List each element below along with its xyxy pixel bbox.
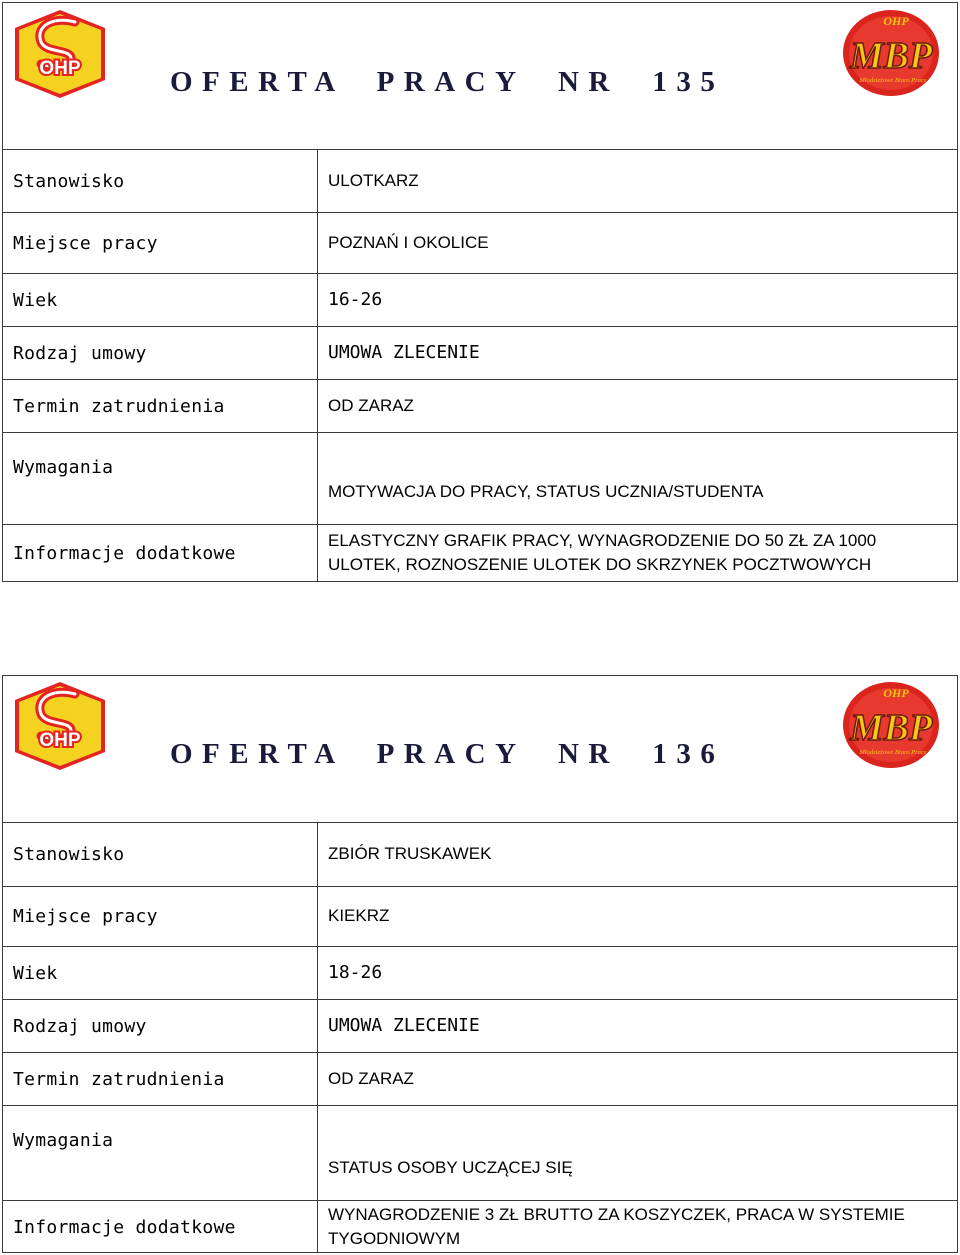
field-label: Termin zatrudnienia bbox=[3, 1053, 318, 1105]
field-row-requirements bbox=[3, 1106, 957, 1201]
field-value: 18-26 bbox=[328, 962, 383, 984]
field-row-position bbox=[3, 823, 957, 887]
field-row-additional-info bbox=[3, 1201, 957, 1253]
offer-title: OFERTA PRACY NR 136 bbox=[170, 738, 725, 770]
field-value: 16-26 bbox=[328, 289, 383, 311]
field-value: OD ZARAZ bbox=[328, 395, 414, 415]
svg-text:Młodzieżowe Biuro Pracy: Młodzieżowe Biuro Pracy bbox=[859, 749, 927, 756]
ohp-logo-icon bbox=[13, 680, 107, 772]
field-label: Stanowisko bbox=[3, 150, 318, 212]
field-label: Rodzaj umowy bbox=[3, 1000, 318, 1052]
field-label: Informacje dodatkowe bbox=[3, 1201, 318, 1253]
field-value: ELASTYCZNY GRAFIK PRACY, WYNAGRODZENIE DO 50 ZŁ ZA 1000 ULOTEK, ROZNOSZENIE ULOTEK DO SKRZYNEK POCZTWOWYCH bbox=[328, 530, 877, 574]
field-row-location bbox=[3, 887, 957, 947]
svg-text:OHP: OHP bbox=[883, 14, 909, 28]
field-label: Termin zatrudnienia bbox=[3, 380, 318, 432]
field-value: MOTYWACJA DO PRACY, STATUS UCZNIA/STUDENTA bbox=[328, 481, 764, 501]
field-label: Wiek bbox=[3, 947, 318, 999]
field-value: ULOTKARZ bbox=[328, 170, 419, 190]
field-label: Miejsce pracy bbox=[3, 213, 318, 273]
mbp-logo-icon bbox=[841, 8, 941, 98]
field-label: Stanowisko bbox=[3, 823, 318, 886]
field-row-requirements bbox=[3, 433, 957, 525]
field-label: Miejsce pracy bbox=[3, 887, 318, 946]
field-value: UMOWA ZLECENIE bbox=[328, 1015, 480, 1037]
field-value: KIEKRZ bbox=[328, 906, 390, 926]
field-row-start bbox=[3, 1053, 957, 1106]
field-label: Wymagania bbox=[3, 1106, 318, 1200]
field-value: POZNAŃ I OKOLICE bbox=[328, 232, 489, 252]
svg-text:OHP: OHP bbox=[883, 686, 909, 700]
field-row-contract bbox=[3, 327, 957, 380]
offer-header bbox=[3, 3, 957, 150]
field-label: Wiek bbox=[3, 274, 318, 326]
field-label: Informacje dodatkowe bbox=[3, 525, 318, 581]
svg-text:OHP: OHP bbox=[39, 58, 81, 79]
job-offer-136 bbox=[2, 675, 958, 1253]
field-row-location bbox=[3, 213, 957, 274]
offer-header bbox=[3, 676, 957, 823]
field-row-age bbox=[3, 947, 957, 1000]
job-offer-135 bbox=[2, 2, 958, 582]
field-value: STATUS OSOBY UCZĄCEJ SIĘ bbox=[328, 1157, 573, 1177]
field-value: UMOWA ZLECENIE bbox=[328, 342, 480, 364]
svg-text:MBP: MBP bbox=[849, 35, 933, 77]
svg-text:Młodzieżowe Biuro Pracy: Młodzieżowe Biuro Pracy bbox=[859, 77, 927, 84]
field-row-start bbox=[3, 380, 957, 433]
svg-text:MBP: MBP bbox=[849, 707, 933, 749]
offer-title: OFERTA PRACY NR 135 bbox=[170, 66, 725, 98]
field-value: ZBIÓR TRUSKAWEK bbox=[328, 844, 492, 864]
field-row-contract bbox=[3, 1000, 957, 1053]
field-row-additional-info bbox=[3, 525, 957, 581]
field-row-position bbox=[3, 150, 957, 213]
ohp-logo-icon bbox=[13, 8, 107, 100]
mbp-logo-icon bbox=[841, 680, 941, 770]
field-value: OD ZARAZ bbox=[328, 1068, 414, 1088]
field-label: Wymagania bbox=[3, 433, 318, 524]
field-label: Rodzaj umowy bbox=[3, 327, 318, 379]
svg-text:OHP: OHP bbox=[39, 730, 81, 751]
field-row-age bbox=[3, 274, 957, 327]
field-value: WYNAGRODZENIE 3 ZŁ BRUTTO ZA KOSZYCZEK, PRACA W SYSTEMIE TYGODNIOWYM bbox=[328, 1204, 905, 1248]
